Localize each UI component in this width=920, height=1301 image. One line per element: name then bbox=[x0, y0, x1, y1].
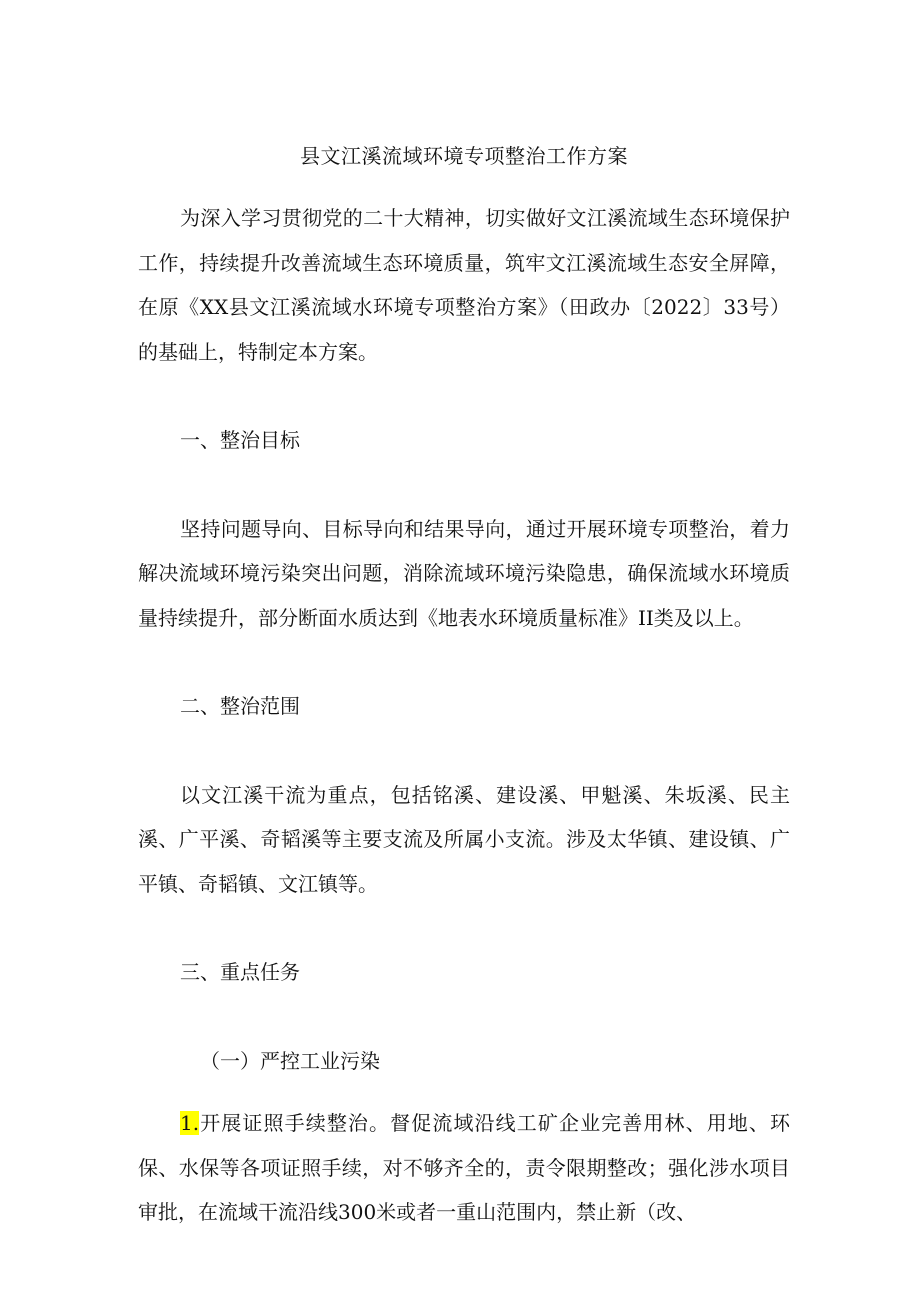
task-item-1-text: 开展证照手续整治。督促流域沿线工矿企业完善用林、用地、环保、水保等各项证照手续，对不够齐全的，责令限期整改；强化涉水项目审批，在流域干流沿线300米或者一重山范围内，禁止新（改、 bbox=[138, 1111, 790, 1224]
highlighted-item-number: 1. bbox=[180, 1111, 200, 1135]
section-heading-scope: 二、整治范围 bbox=[180, 694, 300, 718]
scope-paragraph: 以文江溪干流为重点，包括铭溪、建设溪、甲魁溪、朱坂溪、民主溪、广平溪、奇韬溪等主要支流及所属小支流。涉及太华镇、建设镇、广平镇、奇韬镇、文江镇等。 bbox=[138, 782, 790, 896]
section-heading-goals: 一、整治目标 bbox=[180, 428, 300, 452]
task-item-1 bbox=[138, 1101, 790, 1235]
document-title: 县文江溪流域环境专项整治工作方案 bbox=[300, 144, 628, 168]
document-body bbox=[138, 138, 790, 1279]
subsection-heading-industrial: （一）严控工业污染 bbox=[200, 1048, 380, 1073]
section-heading-tasks: 三、重点任务 bbox=[180, 960, 300, 984]
goals-paragraph: 坚持问题导向、目标导向和结果导向，通过开展环境专项整治，着力解决流域环境污染突出问题，消除流域环境污染隐患，确保流域水环境质量持续提升，部分断面水质达到《地表水环境质量标准》II类及以上。 bbox=[138, 516, 790, 630]
intro-paragraph: 为深入学习贯彻党的二十大精神，切实做好文江溪流域生态环境保护工作，持续提升改善流域生态环境质量，筑牢文江溪流域生态安全屏障，在原《XX县文江溪流域水环境专项整治方案》（田政办〔2022〕33号）的基础上，特制定本方案。 bbox=[138, 206, 790, 364]
